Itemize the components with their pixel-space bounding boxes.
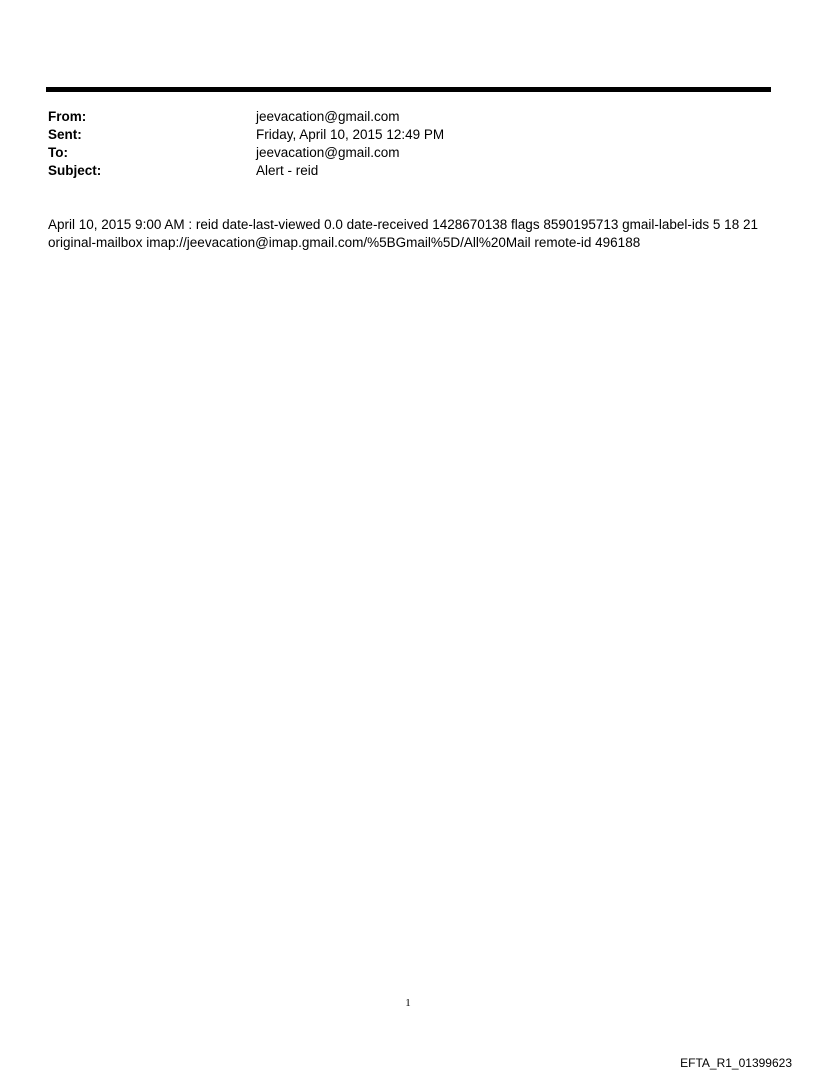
document-id: EFTA_R1_01399623 <box>680 1056 792 1070</box>
to-label: To: <box>48 145 68 160</box>
from-row <box>48 108 768 126</box>
to-row <box>48 144 768 162</box>
to-value: jeevacation@gmail.com <box>256 145 400 160</box>
email-header <box>48 108 768 180</box>
email-body: April 10, 2015 9:00 AM : reid date-last-viewed 0.0 date-received 1428670138 flags 8590195713 gmail-label-ids 5 18 21 original-mailbox imap://jeevacation@imap.gmail.com/%5BGmail%5D/All%20Mail remote-id 496188 <box>48 217 758 250</box>
subject-label: Subject: <box>48 163 102 178</box>
subject-value: Alert - reid <box>256 163 319 178</box>
header-divider <box>46 87 771 92</box>
subject-row <box>48 162 768 180</box>
from-label: From: <box>48 109 87 124</box>
sent-label: Sent: <box>48 127 82 142</box>
from-value: jeevacation@gmail.com <box>256 109 400 124</box>
sent-value: Friday, April 10, 2015 12:49 PM <box>256 127 445 142</box>
page-number: 1 <box>405 997 411 1009</box>
sent-row <box>48 126 768 144</box>
